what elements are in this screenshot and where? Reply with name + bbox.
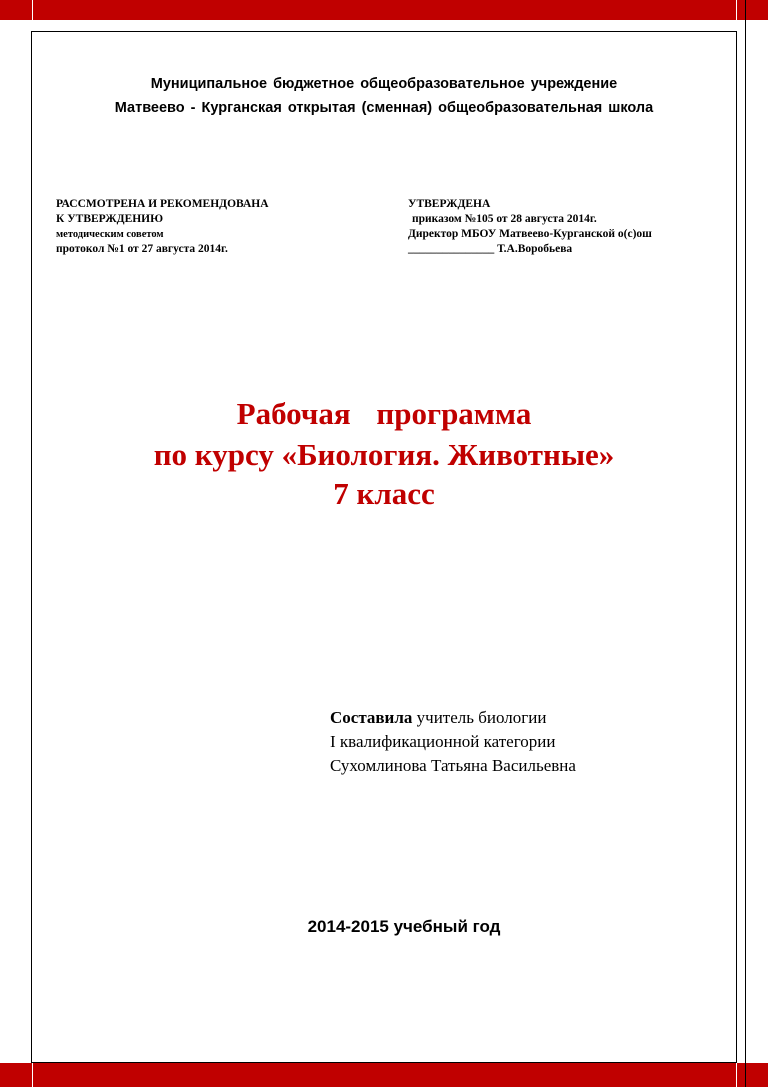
- reviewed-line-4: протокол №1 от 27 августа 2014г.: [56, 243, 228, 255]
- grade-title: 7 класс: [333, 476, 435, 511]
- reviewed-block: [56, 197, 356, 257]
- academic-year: 2014-2015 учебный год: [307, 917, 501, 936]
- program-title: Рабочая программа: [236, 396, 532, 431]
- author-block: [330, 706, 720, 778]
- course-title: по курсу «Биология. Животные»: [153, 437, 615, 472]
- author-name: Сухомлинова Татьяна Васильевна: [330, 756, 576, 775]
- page-frame: [31, 31, 737, 1063]
- approved-line-3: Директор МБОУ Матвеево-Курганской о(с)ош: [408, 228, 652, 240]
- bar-divider: [736, 0, 737, 20]
- author-line-1: [330, 706, 720, 730]
- school-name-line-1: Муниципальное бюджетное общеобразовательное учреждение: [150, 76, 618, 92]
- bar-divider: [736, 1063, 737, 1087]
- reviewed-line-1: РАССМОТРЕНА И РЕКОМЕНДОВАНА: [56, 198, 269, 210]
- bar-divider: [32, 0, 33, 20]
- approved-line-2: приказом №105 от 28 августа 2014г.: [412, 213, 597, 225]
- author-line-2: I квалификационной категории: [330, 732, 556, 751]
- school-name-line-2: Матвеево - Курганская открытая (сменная) общеобразовательная школа: [114, 100, 654, 116]
- approved-signature-line: _______________ Т.А.Воробьева: [408, 243, 573, 255]
- top-red-bar: [0, 0, 768, 20]
- reviewed-line-2: К УТВЕРЖДЕНИЮ: [56, 213, 164, 225]
- approved-line-1: УТВЕРЖДЕНА: [408, 198, 491, 210]
- author-role: учитель биологии: [412, 708, 547, 727]
- bottom-red-bar: [0, 1063, 768, 1087]
- approved-block: [408, 197, 718, 257]
- author-label: Составила: [330, 708, 413, 727]
- reviewed-line-3: методическим советом: [56, 229, 164, 240]
- bar-divider: [32, 1063, 33, 1087]
